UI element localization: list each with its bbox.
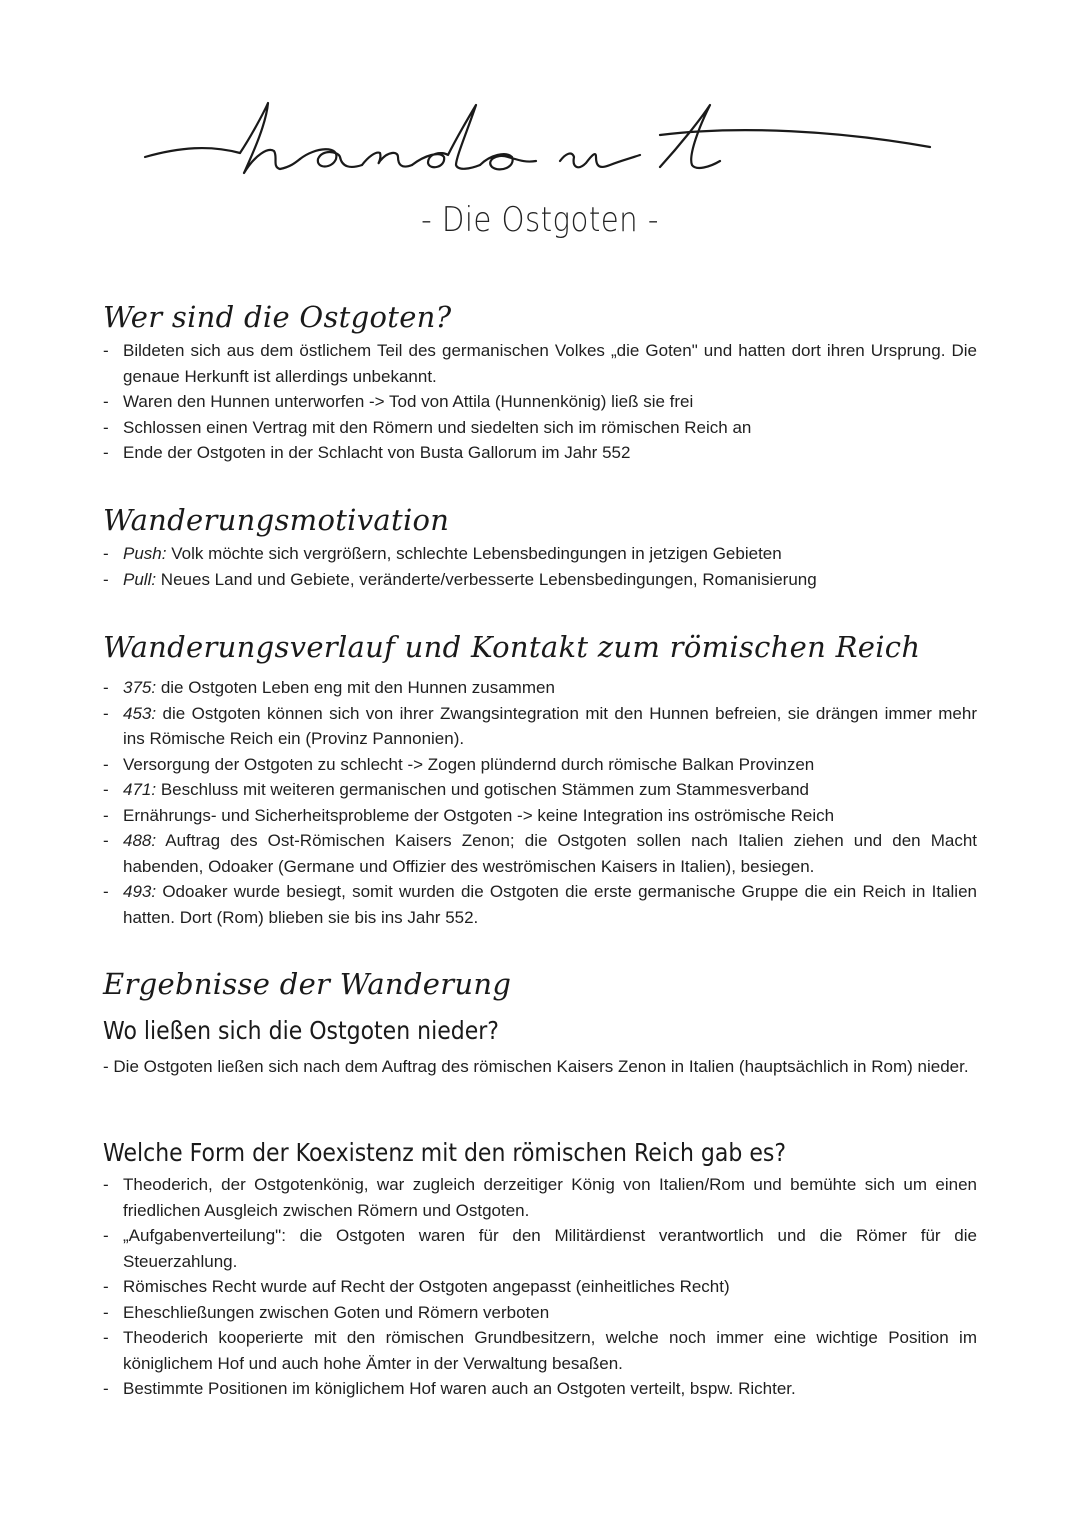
question-heading-settlement: Wo ließen sich die Ostgoten nieder? — [103, 1016, 499, 1045]
list-item: - Bestimmte Positionen im königlichem Hof waren auch an Ostgoten verteilt, bspw. Richter. — [103, 1376, 977, 1402]
list-item-lead: Pull: — [123, 569, 157, 589]
list-item-text: die Ostgoten Leben eng mit den Hunnen zusammen — [156, 678, 555, 697]
list-item: - Waren den Hunnen unterworfen -> Tod von Attila (Hunnenkönig) ließ sie frei — [103, 389, 977, 415]
list-item-lead: 488: — [123, 831, 157, 850]
list-item — [103, 777, 977, 803]
list-item-text: Neues Land und Gebiete, veränderte/verbesserte Lebensbedingungen, Romanisierung — [156, 569, 817, 589]
list-item — [103, 541, 977, 567]
list-item — [103, 879, 977, 930]
list-item: - Römisches Recht wurde auf Recht der Ostgoten angepasst (einheitliches Recht) — [103, 1274, 977, 1300]
document-subtitle: - Die Ostgoten - — [421, 200, 659, 240]
list-item: - Schlossen einen Vertrag mit den Römern und siedelten sich im römischen Reich an — [103, 415, 977, 441]
list-item: - „Aufgabenverteilung": die Ostgoten waren für den Militärdienst verantwortlich und die Römer für die Steuerzahlung. — [103, 1223, 977, 1274]
coexistence-bullet-list — [103, 1172, 977, 1402]
list-item — [103, 567, 977, 593]
list-item-text: Ernährungs- und Sicherheitsprobleme der Ostgoten -> keine Integration ins oströmische Reich — [123, 805, 835, 825]
motivation-bullet-list — [103, 541, 977, 592]
list-item-lead: Push: — [123, 544, 167, 563]
section-heading-motivation: Wanderungsmotivation — [103, 503, 450, 537]
list-item — [103, 675, 977, 701]
list-item-text: die Ostgoten können sich von ihrer Zwangsintegration mit den Hunnen befreien, sie drängen immer mehr ins Römische Reich ein (Provinz Pannonien). — [123, 703, 977, 748]
course-bullet-list — [103, 675, 977, 930]
list-item — [103, 828, 977, 879]
list-item: - Theoderich kooperierte mit den römischen Grundbesitzern, welche noch immer eine wichtige Position im königlichem Hof und auch hohe Ämter in der Verwaltung besaßen. — [103, 1325, 977, 1376]
list-item: - Eheschließungen zwischen Goten und Römern verboten — [103, 1300, 977, 1326]
list-item — [103, 752, 977, 778]
section-heading-who: Wer sind die Ostgoten? — [103, 300, 452, 334]
list-item: - Theoderich, der Ostgotenkönig, war zugleich derzeitiger König von Italien/Rom und bemühte sich um einen friedlichen Ausgleich zwischen Römern und Ostgoten. — [103, 1172, 977, 1223]
list-item-text: Odoaker wurde besiegt, somit wurden die Ostgoten die erste germanische Gruppe die ein Reich in Italien hatten. Dort (Rom) blieben sie bis ins Jahr 552. — [123, 882, 977, 927]
list-item-text: Beschluss mit weiteren germanischen und gotischen Stämmen zum Stammesverband — [156, 780, 810, 799]
handout-script-title — [140, 95, 940, 185]
list-item-text: Volk möchte sich vergrößern, schlechte Lebensbedingungen in jetzigen Gebieten — [166, 544, 782, 563]
list-item: - Bildeten sich aus dem östlichem Teil des germanischen Volkes „die Goten" und hatten dort ihren Ursprung. Die genaue Herkunft ist allerdings unbekannt. — [103, 338, 977, 389]
list-item — [103, 701, 977, 752]
list-item-text: Auftrag des Ost-Römischen Kaisers Zenon; die Ostgoten sollen nach Italien ziehen und den Macht habenden, Odoaker (Germane und Offizier des weströmischen Kaisers in Italien), besiegen. — [123, 831, 977, 876]
list-item-text: Versorgung der Ostgoten zu schlecht -> Zogen plündernd durch römische Balkan Provinzen — [123, 754, 815, 774]
list-item-lead: 471: — [123, 780, 157, 799]
section-heading-results: Ergebnisse der Wanderung — [103, 967, 512, 1001]
settlement-answer: - Die Ostgoten ließen sich nach dem Auftrag des römischen Kaisers Zenon in Italien (hauptsächlich in Rom) nieder. — [103, 1057, 969, 1076]
handout-script-title-drawing — [140, 95, 940, 185]
list-item: - Ende der Ostgoten in der Schlacht von Busta Gallorum im Jahr 552 — [103, 440, 977, 466]
section-heading-course: Wanderungsverlauf und Kontakt zum römischen Reich — [103, 630, 921, 664]
who-bullet-list — [103, 338, 977, 466]
question-heading-coexistence: Welche Form der Koexistenz mit den römischen Reich gab es? — [103, 1138, 787, 1167]
list-item-lead: 375: — [123, 678, 157, 697]
list-item-lead: 453: — [123, 703, 157, 723]
list-item — [103, 803, 977, 829]
list-item-lead: 493: — [123, 882, 157, 901]
